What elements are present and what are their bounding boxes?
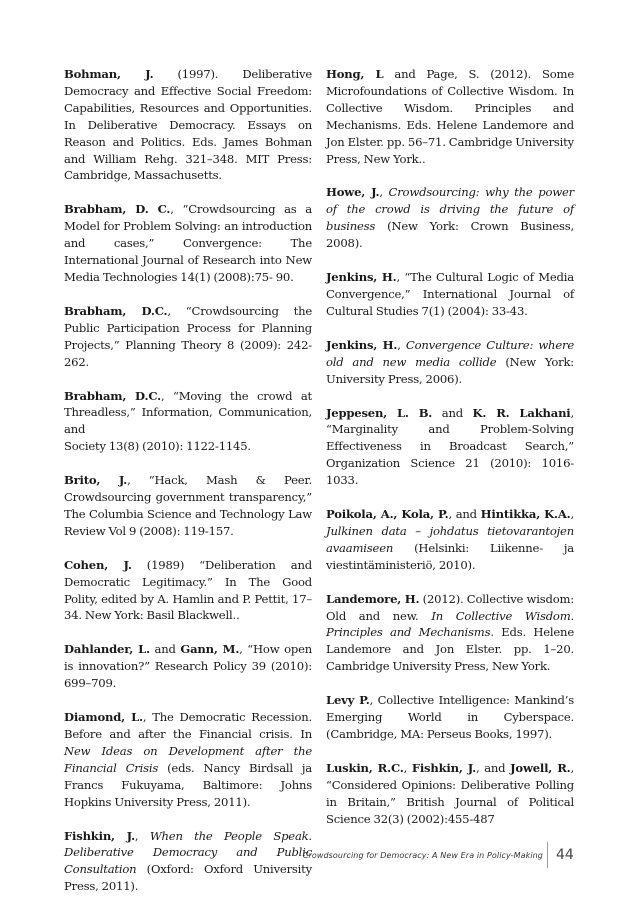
reference-text: , “Crowdsourcing as a Model for Problem Solving: an introduction and cases,” Convergence: The International Journal of Research into New Media Technologies 14(1) (2008):75- 90. — [64, 202, 312, 284]
reference-author: Howe, J. — [326, 185, 380, 200]
reference-text: and — [149, 642, 181, 657]
footer-divider — [547, 842, 548, 868]
reference-text: Society 13(8) (2010): 1122-1145. — [64, 439, 251, 454]
reference-entry — [64, 557, 312, 625]
reference-author: Diamond, L. — [64, 710, 143, 725]
reference-entry — [64, 709, 312, 810]
reference-text: (2012). Collective wisdom: Old and new. — [326, 591, 575, 623]
reference-text: , and — [448, 507, 481, 522]
reference-author: Jenkins, H. — [326, 270, 397, 285]
reference-title: When the People Speak. Deliberative Democracy and Public Consultation — [64, 828, 312, 877]
reference-text: , “The Cultural Logic of Media Convergence,” International Journal of Cultural Studies 7(1) (2004): 33-43. — [326, 270, 574, 318]
reference-text: , “Marginality and Problem-Solving Effectiveness in Broadcast Search,” Organization Science 21 (2010): 1016-1033. — [326, 405, 574, 488]
reference-text: (eds. Nancy Birdsall ja Francs Fukuyama, Baltimore: Johns Hopkins University Press, 2011). — [64, 760, 312, 809]
reference-entry — [64, 472, 312, 540]
reference-author: Brabham, D. C. — [64, 202, 171, 217]
reference-entry — [64, 201, 312, 286]
reference-text: , — [379, 185, 389, 200]
reference-text: , Collective Intelligence: Mankind’s Emerging World in Cyberspace. (Cambridge, MA: Perseus Books, 1997). — [326, 693, 575, 741]
reference-text: , “Crowdsourcing the Public Participation Process for Planning Projects,” Planning Theory 8 (2009): 242-262. — [64, 303, 313, 369]
reference-text: , — [397, 337, 406, 352]
reference-entry — [326, 405, 574, 490]
running-title: Crowdsourcing for Democracy: A New Era in Policy-Making — [302, 851, 543, 860]
reference-author: Fishkin, J. — [411, 760, 476, 775]
reference-text: (1997). Deliberative Democracy and Effective Social Freedom: Capabilities, Resources and Opportunities. In Deliberative Democracy. Essays on Reason and Politics. Eds. James Bohman and William Rehg. 321–348. MIT Press: Cambridge, Massachusetts. — [64, 67, 313, 183]
reference-text: , — [570, 507, 574, 522]
reference-text: , “Hack, Mash & Peer. Crowdsourcing government transparency,” The Columbia Science and Technology Law Review Vol 9 (2008): 119-157. — [64, 473, 312, 538]
reference-entry — [326, 760, 574, 828]
reference-entry — [326, 692, 574, 743]
reference-author: Luskin, R.C. — [326, 760, 404, 775]
reference-entry — [64, 388, 312, 456]
reference-text: (New York: Crown Business, 2008). — [326, 219, 574, 251]
page-number: 44 — [556, 847, 574, 863]
reference-title: Crowdsourcing: why the power of the crowd is driving the future of business — [326, 185, 574, 234]
reference-author: Brabham, D.C. — [64, 303, 168, 318]
reference-author: Dahlander, L. — [64, 642, 150, 657]
reference-text: (1989) “Deliberation and Democratic Legitimacy.” In The Good Polity, edited by A. Hamlin and P. Pettit, 17–34. New York: Basil Blackwell.. — [64, 557, 312, 623]
reference-entry — [326, 66, 574, 167]
references-right-column — [326, 66, 574, 845]
reference-text: , “Moving the crowd at Threadless,” Information, Communication, and — [64, 388, 312, 437]
reference-author: Jowell, R. — [510, 760, 571, 775]
reference-text: , “Considered Opinions: Deliberative Polling in Britain,” British Journal of Political Science 32(3) (2002):455-487 — [326, 760, 574, 826]
page-footer — [0, 842, 638, 872]
reference-text: and — [432, 405, 473, 420]
reference-entry — [326, 506, 574, 574]
reference-author: Brabham, D.C. — [64, 388, 161, 403]
reference-author: Cohen, J. — [64, 557, 132, 572]
reference-title: Convergence Culture: where old and new media collide — [326, 337, 574, 369]
reference-author: Poikola, A., Kola, P. — [326, 507, 449, 522]
reference-text: , “How open is innovation?” Research Policy 39 (2010): 699–709. — [64, 642, 313, 691]
reference-text: Eds. Helene Landemore and Jon Elster. pp. 1–20. Cambridge University Press, New York. — [326, 625, 574, 674]
reference-entry — [326, 337, 574, 388]
reference-author: Jenkins, H. — [326, 337, 398, 352]
reference-author: Levy P. — [326, 693, 370, 708]
reference-entry — [326, 184, 574, 252]
reference-author: K. R. Lakhani — [472, 405, 571, 420]
reference-text: , — [403, 760, 412, 775]
reference-author: Gann, M. — [180, 642, 240, 657]
reference-text: and Page, S. (2012). Some Microfoundations of Collective Wisdom. In Collective Wisdom. Principles and Mechanisms. Eds. Helene Landemore and Jon Elster. pp. 56–71. Cambridge University Press, New York.. — [326, 67, 574, 166]
reference-text: (Oxford: Oxford University Press, 2011). — [64, 862, 312, 894]
reference-text: (New York: University Press, 2006). — [326, 354, 574, 386]
reference-author: Jeppesen, L. B. — [326, 405, 433, 420]
reference-text: (Helsinki: Liikenne- ja viestintäministeriö, 2010). — [326, 540, 574, 572]
reference-text: , and — [476, 760, 511, 775]
reference-author: Fishkin, J. — [64, 828, 135, 843]
reference-title: New Ideas on Development after the Financial Crisis — [64, 743, 312, 775]
reference-title: In Collective Wisdom. Principles and Mechanisms. — [326, 608, 574, 640]
reference-text: , — [134, 828, 150, 843]
reference-entry — [64, 641, 312, 692]
reference-entry — [64, 66, 312, 184]
reference-author: Landemore, H. — [326, 591, 420, 606]
references-left-column — [64, 66, 312, 912]
reference-author: Bohman, J. — [64, 67, 154, 81]
reference-entry — [64, 303, 312, 371]
reference-author: Hong, L — [326, 67, 384, 81]
reference-author: Brito, J. — [64, 473, 128, 488]
reference-author: Hintikka, K.A. — [480, 507, 571, 522]
reference-entry — [326, 269, 574, 320]
reference-entry — [326, 591, 574, 676]
reference-title: Julkinen data – johdatus tietovarantojen avaamiseen — [326, 523, 574, 555]
reference-text: , The Democratic Recession. Before and after the Financial crisis. In — [64, 710, 312, 741]
